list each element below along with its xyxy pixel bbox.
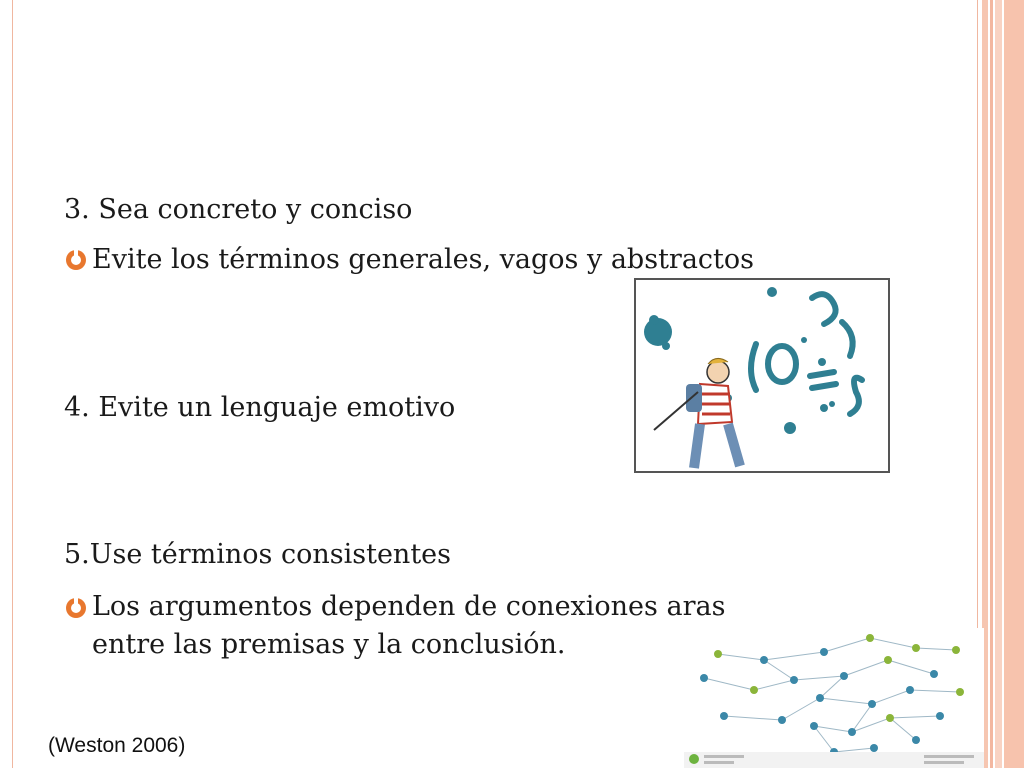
bullet-icon <box>64 596 88 620</box>
network-illustration <box>684 628 984 768</box>
citation: (Weston 2006) <box>48 734 186 757</box>
decorative-stripe <box>990 0 993 768</box>
shouting-person-illustration <box>634 278 890 473</box>
decorative-stripe <box>1004 0 1024 768</box>
bullet-arguments-line1: Los argumentos dependen de conexiones aras <box>92 591 726 622</box>
heading-emotive: 4. Evite un lenguaje emotivo <box>64 392 456 423</box>
bullet-general-terms: Evite los términos generales, vagos y abstractos <box>92 244 755 275</box>
bullet-icon <box>64 248 88 272</box>
bullet-arguments-line2: entre las premisas y la conclusión. <box>92 629 566 660</box>
heading-concise: 3. Sea concreto y conciso <box>64 194 413 225</box>
decorative-stripe <box>995 0 1002 768</box>
heading-consistent: 5.Use términos consistentes <box>64 539 452 570</box>
